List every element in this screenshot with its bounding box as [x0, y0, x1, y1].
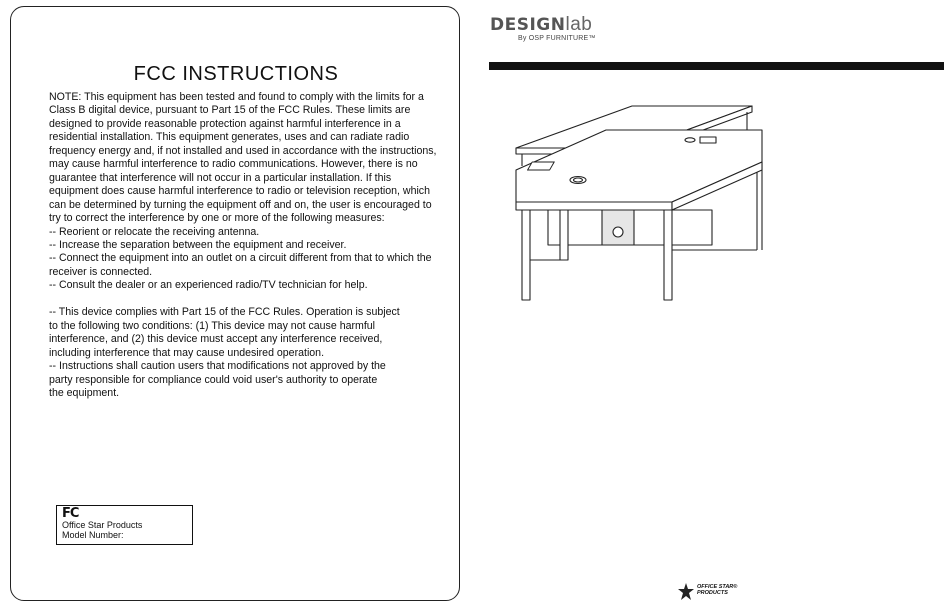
- desk-front-leg-left: [522, 210, 530, 300]
- fcc-text-line: -- Reorient or relocate the receiving antenna.: [49, 225, 260, 238]
- office-star-products: PRODUCTS: [697, 590, 728, 596]
- brand-subtitle: By OSP FURNITURE™: [518, 35, 596, 42]
- fcc-text-line: designed to provide reasonable protection against harmful interference in a: [49, 117, 401, 130]
- fcc-text-line: -- Consult the dealer or an experienced radio/TV technician for help.: [49, 279, 368, 292]
- usb-module-icon: [700, 137, 716, 143]
- fcc-text-line: -- This device complies with Part 15 of the FCC Rules. Operation is subject: [49, 306, 400, 319]
- fcc-instructions-panel: [10, 6, 460, 601]
- fcc-text-line: can be determined by turning the equipment off and on, the user is encouraged to: [49, 198, 432, 211]
- fcc-text-line: receiver is connected.: [49, 265, 153, 278]
- brand-design-word: DESIGN: [490, 15, 566, 35]
- header-bar: [489, 62, 944, 70]
- fcc-text-line: NOTE: This equipment has been tested and found to comply with the limits for a: [49, 91, 424, 103]
- fcc-company-name: Office Star Products: [62, 520, 143, 530]
- fcc-title: FCC INSTRUCTIONS: [133, 63, 339, 85]
- designlab-logo: [490, 14, 596, 42]
- fcc-text-line: including interference that may cause undesired operation.: [49, 346, 325, 359]
- fcc-text-line: -- Connect the equipment into an outlet on a circuit different from that to which the: [49, 252, 432, 265]
- fcc-body-text: [49, 91, 441, 400]
- fcc-paragraph-gap: [49, 293, 441, 306]
- fcc-text-line: frequency energy and, if not installed and used in accordance with the instructions,: [49, 144, 437, 157]
- fcc-text-line: -- Increase the separation between the equipment and receiver.: [49, 238, 347, 251]
- fcc-text-line: residential installation. This equipment generates, uses and can radiate radio: [49, 131, 410, 144]
- office-star-name: OFFICE STAR®: [697, 584, 738, 590]
- fcc-model-number-label: Model Number:: [62, 530, 124, 540]
- office-star-logo: [677, 582, 738, 607]
- fcc-text-line: equipment does cause harmful interference to radio or television reception, which: [49, 185, 430, 198]
- brand-lab-word: lab: [565, 14, 593, 35]
- office-star-star-icon: [677, 582, 695, 602]
- desk-front-leg-right: [664, 210, 672, 300]
- fcc-text-line: party responsible for compliance could void user's authority to operate: [49, 373, 378, 386]
- desk-illustration: [512, 100, 772, 305]
- fcc-text-line: the equipment.: [49, 386, 120, 399]
- fcc-text-line: -- Instructions shall caution users that modifications not approved by the: [49, 360, 386, 373]
- fcc-text-line: may cause harmful interference to radio communications. However, there is no: [49, 158, 418, 171]
- fcc-text-line: interference, and (2) this device must accept any interference received,: [49, 333, 383, 346]
- fcc-logo-icon: FC: [62, 506, 79, 521]
- fcc-text-line: to the following two conditions: (1) This device may not cause harmful: [49, 319, 376, 332]
- power-module-icon: [528, 162, 555, 170]
- fcc-text-line: Class B digital device, pursuant to Part 15 of the FCC Rules. These limits are: [49, 104, 411, 117]
- fcc-label-box: [56, 505, 193, 545]
- fcc-text-line: guarantee that interference will not occur in a particular installation. If this: [49, 171, 392, 184]
- fcc-text-line: try to correct the interference by one or more of the following measures:: [49, 212, 385, 225]
